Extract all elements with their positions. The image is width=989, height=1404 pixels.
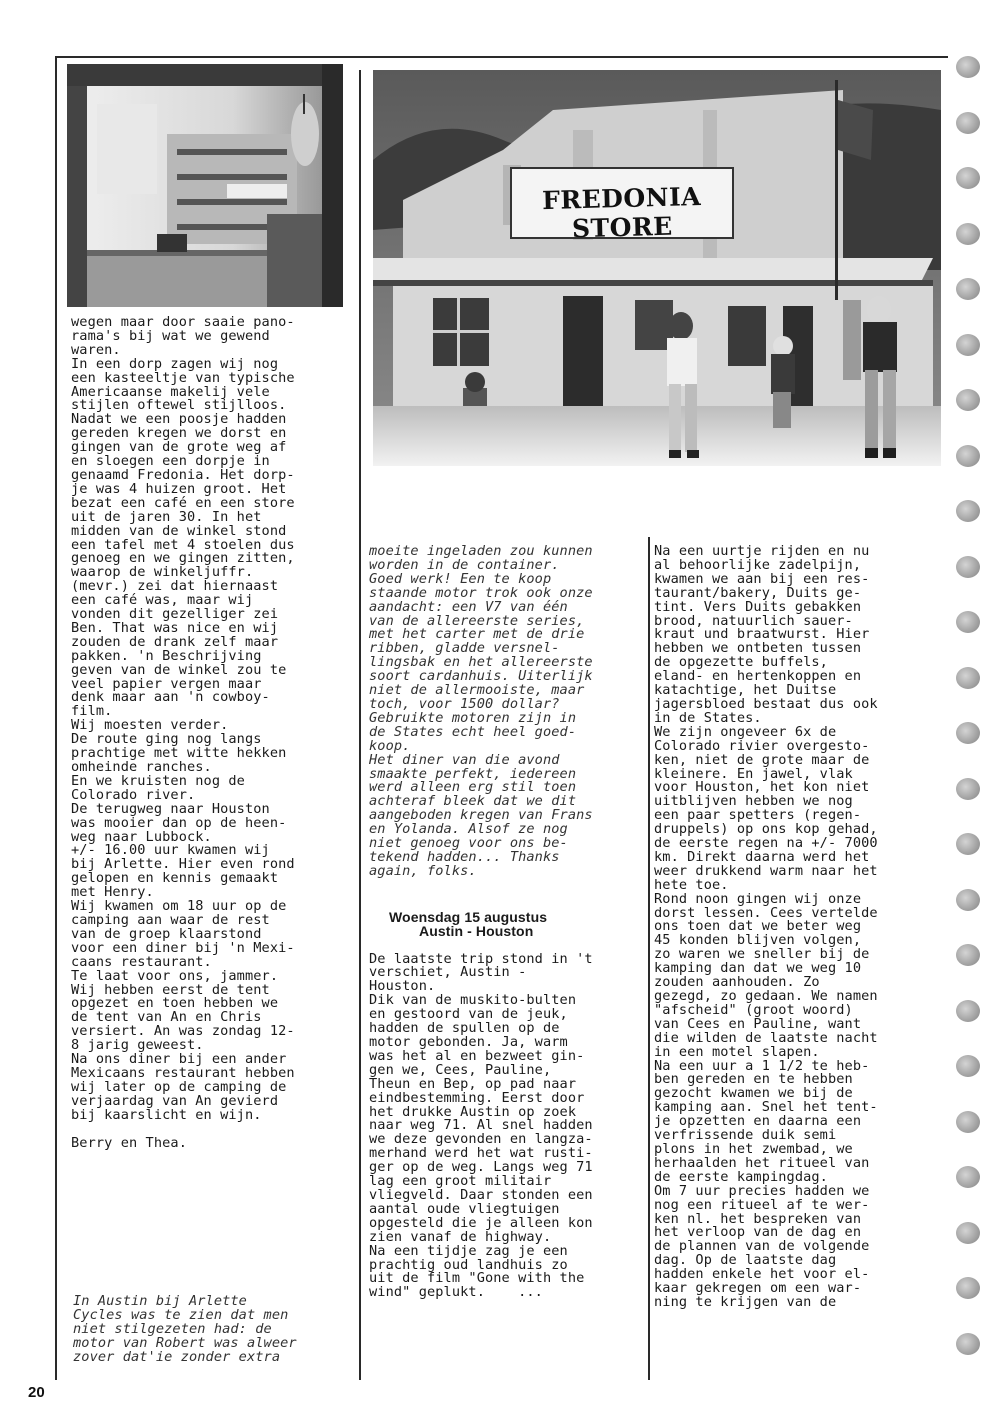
binder-ring	[956, 445, 980, 467]
binder-ring	[956, 56, 980, 78]
text-line: gingen van de grote weg af	[71, 439, 287, 456]
text-line: gelopen en kennis gemaakt	[71, 870, 279, 887]
text-line: ger op de weg. Langs weg 71	[369, 1159, 593, 1176]
italic-line: smaakte perfekt, iedereen	[369, 765, 577, 782]
binder-ring	[956, 611, 980, 633]
text-line: ben gereden en te hebben	[654, 1071, 853, 1088]
text-line: (mevr.) zei dat hiernaast	[71, 578, 279, 595]
text-line: bij kaarslicht en wijn.	[71, 1106, 262, 1123]
italic-line: Gebruikte motoren zijn in	[369, 709, 577, 726]
text-line: taurant/bakery, Duits ge-	[654, 584, 862, 601]
italic-line: moeite ingeladen zou kunnen	[369, 543, 593, 559]
text-line: hadden enkele het voor el-	[654, 1266, 870, 1283]
text-line: en sloegen een dorpje in	[71, 453, 270, 470]
text-line: zouden de drank zelf maar	[71, 633, 279, 650]
italic-line: de States echt heel goed-	[369, 723, 577, 740]
text-line: Na een tijdje zag je een	[369, 1242, 568, 1259]
text-line: geven van de winkel zou te	[71, 661, 287, 678]
section-heading-date: Woensdag 15 augustus	[389, 908, 548, 925]
italic-line: van de allereerste series,	[369, 612, 585, 629]
right-column-text	[654, 545, 946, 1310]
binder-ring	[956, 1055, 980, 1077]
page-number: 20	[28, 1384, 45, 1401]
text-line: waarop de winkeljuffr.	[71, 564, 254, 581]
binder-ring	[956, 944, 980, 966]
text-line: verschiet, Austin -	[369, 964, 527, 981]
frame-top-rule	[55, 56, 948, 58]
middle-column-lines	[369, 950, 647, 1301]
text-line: Wij moesten verder.	[71, 717, 229, 734]
text-line: in een motel slapen.	[654, 1043, 820, 1060]
text-line: prachtig oud landhuis zo	[369, 1256, 568, 1273]
caption-line: motor van Robert was alweer	[73, 1334, 297, 1351]
text-line: Mexicaans restaurant hebben	[71, 1064, 295, 1081]
middle-column-text	[369, 545, 647, 1300]
text-line: het verloop van de dag en	[654, 1224, 862, 1241]
text-line: voor een diner bij 'n Mexi-	[71, 939, 295, 956]
text-line: ning te krijgen van de	[654, 1293, 837, 1310]
text-line: wij later op de camping de	[71, 1078, 287, 1095]
text-line: De terugweg naar Houston	[71, 800, 270, 817]
binder-ring	[956, 556, 980, 578]
text-line: Na een uurtje rijden en nu	[654, 543, 870, 559]
text-line: in de States.	[654, 709, 762, 726]
text-line: In een dorp zagen wij nog	[71, 355, 279, 372]
italic-line: ribben, gladde versnel-	[369, 640, 560, 657]
text-line: kamping aan. Snel het tent-	[654, 1099, 878, 1116]
text-line: het drukke Austin op zoek	[369, 1103, 577, 1120]
text-line: dag. Op de laatste dag	[654, 1252, 837, 1269]
italic-line: niet genoeg voor ons be-	[369, 835, 568, 852]
text-line: verjaardag van An gevierd	[71, 1092, 279, 1109]
right-column-lines	[654, 545, 946, 1310]
text-line: plons in het zwembad, we	[654, 1140, 853, 1157]
text-line: druppels) op ons kop gehad,	[654, 821, 878, 838]
text-line: een tafel met 4 stoelen dus	[71, 536, 295, 553]
binder-ring	[956, 889, 980, 911]
text-line: genoeg en we gingen zitten,	[71, 550, 295, 567]
caption-line: zover dat'ie zonder extra	[73, 1348, 281, 1365]
text-line: tint. Vers Duits gebakken	[654, 598, 862, 615]
frame-left-rule	[55, 56, 57, 1380]
binder-ring	[956, 334, 980, 356]
text-line: stijlen oftewel stijlloos.	[71, 397, 287, 414]
text-line: rama's bij wat we gewend	[71, 327, 270, 344]
binder-ring	[956, 833, 980, 855]
text-line: ons toen dat we beter weg	[654, 918, 862, 935]
italic-line: lingsbak en het allereerste	[369, 654, 593, 671]
middle-italic-text	[369, 545, 647, 879]
section-heading-route: Austin - Houston	[419, 922, 534, 939]
text-line: vonden dit gezelliger zei	[71, 606, 279, 623]
author-signoff: Berry en Thea.	[71, 1134, 187, 1151]
text-line: prachtige met witte hekken	[71, 745, 287, 762]
italic-line: worden in de container.	[369, 556, 560, 573]
text-line: de tent van An en Chris	[71, 1009, 262, 1026]
text-line: Wij hebben eerst de tent	[71, 981, 270, 998]
binder-ring	[956, 722, 980, 744]
text-line: bij Arlette. Hier even rond	[71, 856, 295, 873]
binder-ring	[956, 167, 980, 189]
left-column-lines	[71, 316, 355, 1123]
text-line: waren.	[71, 341, 121, 358]
text-line: herhaalden het ritueel van	[654, 1154, 870, 1171]
binder-ring	[956, 112, 980, 134]
italic-line: Het diner van die avond	[369, 751, 560, 768]
text-line: dorst lessen. Cees vertelde	[654, 904, 878, 921]
text-line: brood, natuurlich sauer-	[654, 612, 853, 629]
text-line: verfrissende duik semi	[654, 1127, 837, 1144]
text-line: "afscheid" (groot woord)	[654, 1001, 853, 1018]
italic-line: niet de allermooiste, maar	[369, 682, 585, 699]
store-interior-photo	[67, 64, 343, 307]
text-line: gen we, Cees, Pauline,	[369, 1061, 552, 1078]
italic-line: werd alleen erg stil toen	[369, 779, 577, 796]
text-line: hete toe.	[654, 876, 729, 893]
text-line: gereden kregen we dorst en	[71, 425, 287, 442]
binder-ring	[956, 667, 980, 689]
italic-line: aandacht: een V7 van één	[369, 598, 568, 615]
text-line: nog een ritueel af te wer-	[654, 1196, 870, 1213]
italic-line: met het carter met de drie	[369, 626, 585, 643]
text-line: De laatste trip stond in 't	[369, 950, 593, 967]
text-line: film.	[71, 703, 113, 720]
text-line: Wij kwamen om 18 uur op de	[71, 898, 287, 915]
text-line: Houston.	[369, 978, 436, 995]
binder-ring	[956, 389, 980, 411]
text-line: motor gebonden. Ja, warm	[369, 1034, 568, 1050]
text-line: kaar gekregen om een war-	[654, 1280, 862, 1297]
text-line: een kasteeltje van typische	[71, 369, 295, 386]
text-line: omheinde ranches.	[71, 759, 212, 775]
text-line: kraut und braatwurst. Hier	[654, 626, 870, 643]
italic-line: toch, voor 1500 dollar?	[369, 695, 560, 712]
text-line: uit de film "Gone with the	[369, 1270, 585, 1287]
text-line: met Henry.	[71, 884, 154, 901]
binder-ring	[956, 1166, 980, 1188]
binder-ring	[956, 500, 980, 522]
caption-line: niet stilgezeten had: de	[73, 1320, 272, 1337]
text-line: weg naar Lubbock.	[71, 828, 212, 845]
text-line: zo waren we sneller bij de	[654, 946, 870, 963]
text-line: ken, niet de grote maar de	[654, 751, 870, 768]
text-line: Colorado rivier overgesto-	[654, 737, 870, 754]
text-line: weer drukkend warm naar het	[654, 862, 878, 879]
text-line: versiert. An was zondag 12-	[71, 1023, 295, 1040]
text-line: Ben. That was nice en wij	[71, 619, 279, 636]
text-line: gezocht kwamen we bij de	[654, 1085, 853, 1102]
text-line: Om 7 uur precies hadden we	[654, 1182, 870, 1199]
text-line: naar weg 71. Al snel hadden	[369, 1117, 593, 1134]
caption-line: In Austin bij Arlette	[73, 1293, 247, 1309]
text-line: genaamd Fredonia. Het dorp-	[71, 466, 295, 483]
text-line: je was 4 huizen groot. Het	[71, 480, 287, 497]
binder-ring	[956, 1000, 980, 1022]
text-line: een café was, maar wij	[71, 592, 254, 609]
text-line: pakken. 'n Beschrijving	[71, 647, 262, 664]
text-line: katachtige, het Duitse	[654, 682, 837, 699]
fredonia-store-photo	[373, 70, 941, 466]
text-line: 45 konden blijven volgen,	[654, 932, 862, 949]
binder-ring	[956, 1111, 980, 1133]
text-line: die wilden de laatste nacht	[654, 1029, 878, 1046]
text-line: En we kruisten nog de	[71, 772, 245, 789]
text-line: eland- en hertenkoppen en	[654, 668, 862, 685]
text-line: merhand werd het wat rusti-	[369, 1145, 593, 1162]
text-line: De route ging nog langs	[71, 731, 262, 748]
text-line: was het al en bezweet gin-	[369, 1047, 585, 1064]
text-line: ken nl. het bespreken van	[654, 1210, 862, 1227]
text-line: kleinere. En jawel, vlak	[654, 765, 853, 782]
binder-rings	[956, 50, 982, 1404]
text-line: zouden aanhouden. Zo	[654, 974, 820, 991]
text-line: al behoorlijke zadelpijn,	[654, 556, 862, 573]
text-line: 8 jarig geweest.	[71, 1037, 204, 1054]
text-line: Americaanse makelij vele	[71, 383, 270, 400]
text-line: hebben we ontbeten tussen	[654, 640, 862, 657]
text-line: was mooier dan op de heen-	[71, 814, 287, 831]
text-line: kamping dan dat we weg 10	[654, 960, 862, 977]
text-line: van de groep klaarstond	[71, 925, 262, 942]
text-line: van Cees en Pauline, want	[654, 1015, 862, 1032]
text-line: Nadat we een poosje hadden	[71, 411, 287, 428]
italic-line: tekend hadden... Thanks	[369, 848, 560, 865]
italic-line: again, folks.	[369, 862, 477, 879]
text-line: +/- 16.00 uur kwamen wij	[71, 842, 270, 859]
text-line: kwamen we aan bij een res-	[654, 570, 870, 587]
text-line: Theun en Bep, op pad naar	[369, 1075, 577, 1092]
text-line: we deze gevonden en langza-	[369, 1131, 593, 1148]
binder-ring	[956, 778, 980, 800]
text-line: voor Houston, het kon niet	[654, 779, 870, 796]
column-divider-left	[359, 70, 361, 1380]
text-line: een paar spetters (regen-	[654, 807, 862, 824]
text-line: veel papier vergen maar	[71, 675, 262, 692]
italic-line: koop.	[369, 737, 411, 754]
binder-ring	[956, 223, 980, 245]
binder-ring	[956, 1222, 980, 1244]
text-line: Na een uur a 1 1/2 te heb-	[654, 1057, 870, 1074]
text-line: zien vanaf de highway.	[369, 1228, 552, 1245]
binder-ring	[956, 1333, 980, 1355]
text-line: We zijn ongeveer 6x de	[654, 723, 837, 740]
text-line: lag een groot militair	[369, 1173, 552, 1190]
text-line: uit de jaren 30. In het	[71, 508, 262, 525]
text-line: opgesteld die je alleen kon	[369, 1214, 593, 1231]
italic-line: Goed werk! Een te koop	[369, 570, 552, 587]
text-line: de opgezette buffels,	[654, 654, 828, 671]
text-line: de eerste regen na +/- 7000	[654, 835, 878, 852]
binder-ring	[956, 1277, 980, 1299]
text-line: camping aan waar de rest	[71, 911, 270, 928]
text-line: vliegveld. Daar stonden een	[369, 1186, 593, 1203]
caption-lines	[73, 1295, 357, 1365]
text-line: opgezet en toen hebben we	[71, 995, 279, 1012]
text-line: je opzetten en daarna een	[654, 1113, 862, 1130]
italic-line: soort cardanhuis. Uiterlijk	[369, 668, 593, 685]
text-line: caans restaurant.	[71, 953, 212, 970]
text-line: Rond noon gingen wij onze	[654, 890, 862, 907]
italic-line: en Yolanda. Alsof ze nog	[369, 821, 568, 838]
text-line: en gestoord van de jeuk,	[369, 1006, 568, 1023]
text-line: wegen maar door saaie pano-	[71, 314, 295, 330]
text-line: denk maar aan 'n cowboy-	[71, 689, 270, 706]
left-column-text	[71, 316, 355, 1150]
text-line: eindbestemming. Eerst door	[369, 1089, 585, 1106]
text-line: gezegd, zo gedaan. We namen	[654, 988, 878, 1004]
binder-ring	[956, 278, 980, 300]
text-line: Dik van de muskito-bulten	[369, 992, 577, 1009]
store-sign-text: FREDONIA STORE	[541, 181, 702, 244]
text-line: jagersbloed bestaat dus ook	[654, 695, 878, 712]
text-line: hadden de spullen op de	[369, 1020, 560, 1037]
text-line: Te laat voor ons, jammer.	[71, 967, 279, 984]
photo-caption	[73, 1295, 357, 1365]
italic-line: aangeboden kregen van Frans	[369, 807, 593, 824]
text-line: aantal oude vliegtuigen	[369, 1200, 560, 1217]
text-line: de plannen van de volgende	[654, 1238, 870, 1255]
caption-line: Cycles was te zien dat men	[73, 1306, 289, 1323]
text-line: Na ons diner bij een ander	[71, 1051, 287, 1068]
text-line: km. Direkt daarna werd het	[654, 848, 870, 865]
italic-line: achteraf bleek dat we dit	[369, 793, 577, 810]
text-line: Colorado river.	[71, 786, 196, 803]
text-line: de eerste kampingdag.	[654, 1168, 828, 1185]
text-line: bezat een café en een store	[71, 494, 295, 511]
italic-line: staande motor trok ook onze	[369, 584, 593, 601]
text-line: uitblijven hebben we nog	[654, 793, 853, 810]
column-divider-right	[648, 537, 650, 1380]
text-line: midden van de winkel stond	[71, 522, 287, 539]
text-line: wind" geplukt. ...	[369, 1284, 543, 1301]
